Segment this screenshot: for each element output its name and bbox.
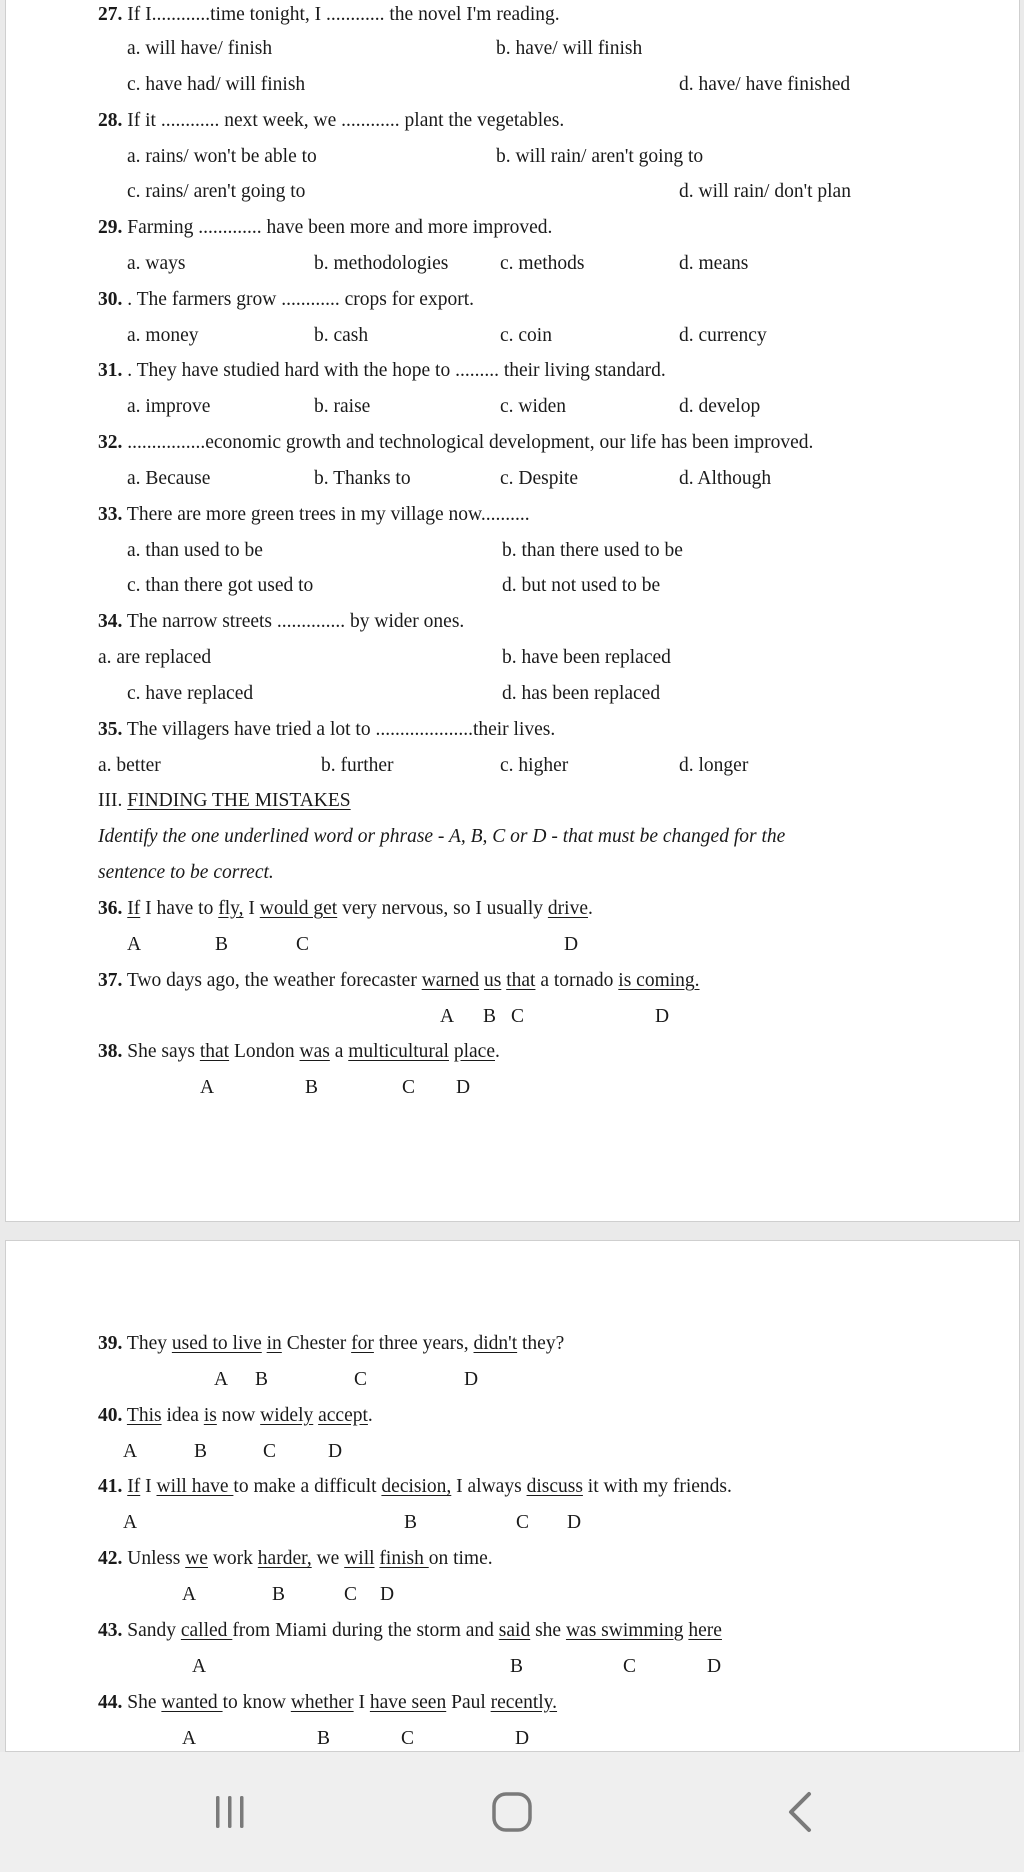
question-number: 34. [98,611,123,632]
question-29 [98,216,552,240]
question-30 [98,288,474,312]
question-number: 43. [98,1620,123,1641]
option-a: a. will have/ finish [127,38,273,59]
letter-c: C [344,1584,358,1605]
option-c: c. widen [500,396,567,417]
letter-a: A [127,934,142,955]
letter-c: C [263,1441,277,1462]
question-27 [98,3,560,27]
option-c: c. Despite [500,468,578,489]
question-stem: The narrow streets .............. by wider ones. [126,611,465,632]
question-number: 33. [98,504,123,525]
letter-d: D [380,1584,395,1605]
option-c: c. than there got used to [127,575,314,596]
option-c: c. have had/ will finish [127,74,306,95]
letter-c: C [296,934,310,955]
letter-d: D [464,1369,479,1390]
question-stem: The villagers have tried a lot to ....................their lives. [126,719,556,740]
option-d: d. has been replaced [502,683,661,704]
letter-c: C [401,1728,415,1749]
letter-b: B [317,1728,331,1749]
recent-apps-icon [208,1792,252,1832]
letter-d: D [515,1728,530,1749]
question-number: 31. [98,360,123,381]
letter-a: A [123,1512,138,1533]
option-b: b. Thanks to [314,468,411,489]
back-icon [785,1790,815,1834]
option-c: c. coin [500,325,552,346]
letter-d: D [567,1512,582,1533]
question-number: 28. [98,110,123,131]
option-b: b. methodologies [314,253,449,274]
question-44: 44. She wanted to know whether I have seen Paul recently. [98,1692,558,1713]
option-a: a. improve [127,396,211,417]
question-number: 44. [98,1692,123,1713]
question-number: 32. [98,432,123,453]
option-b: b. cash [314,325,369,346]
question-stem: ................economic growth and technological development, our life has been improved. [127,432,814,453]
option-c: c. higher [500,755,569,776]
option-a: a. than used to be [127,540,263,561]
question-35 [98,718,555,742]
letter-b: B [305,1077,319,1098]
section-title: FINDING THE MISTAKES [127,790,351,811]
instructions-line-2: sentence to be correct. [98,862,274,883]
question-34 [98,610,464,634]
question-28 [98,109,564,133]
letter-b: B [272,1584,286,1605]
question-stem: . The farmers grow ............ crops for export. [127,289,475,310]
option-b: b. further [321,755,394,776]
letter-d: D [707,1656,722,1677]
question-38: 38. She says that London was a multicultural place. [98,1041,500,1062]
option-a: a. ways [127,253,186,274]
option-c: c. rains/ aren't going to [127,181,306,202]
letter-c: C [354,1369,368,1390]
letter-b: B [194,1441,208,1462]
question-37: 37. Two days ago, the weather forecaster warned us that a tornado is coming. [98,970,700,991]
document-page-2 [5,1240,1020,1752]
option-b: b. will rain/ aren't going to [496,146,704,167]
question-33 [98,503,530,527]
question-39: 39. They used to live in Chester for three years, didn't they? [98,1333,565,1354]
question-number: 35. [98,719,123,740]
question-number: 40. [98,1405,123,1426]
option-c: c. have replaced [127,683,254,704]
option-d: d. currency [679,325,767,346]
option-c: c. methods [500,253,585,274]
letter-d: D [328,1441,343,1462]
option-a: a. Because [127,468,211,489]
letter-a: A [440,1006,455,1027]
letter-a: A [214,1369,229,1390]
question-32 [98,431,813,455]
question-number: 38. [98,1041,123,1062]
home-icon [490,1790,534,1834]
option-d: d. develop [679,396,761,417]
question-number: 42. [98,1548,123,1569]
question-number: 30. [98,289,123,310]
option-b: b. than there used to be [502,540,683,561]
question-stem: If I............time tonight, I ............ the novel I'm reading. [127,4,560,25]
question-stem: . They have studied hard with the hope to ......... their living standard. [127,360,666,381]
instructions-line-1: Identify the one underlined word or phrase - A, B, C or D - that must be changed for the [98,826,786,847]
letter-d: D [456,1077,471,1098]
question-41: 41. If I will have to make a difficult decision, I always discuss it with my friends. [98,1476,732,1497]
question-stem: Farming ............. have been more and more improved. [127,217,553,238]
option-d: d. means [679,253,749,274]
option-d: d. will rain/ don't plan [679,181,851,202]
question-number: 29. [98,217,123,238]
question-stem: If it ............ next week, we ............ plant the vegetables. [127,110,565,131]
option-d: d. Although [679,468,772,489]
home-button[interactable] [462,1752,562,1872]
option-b: b. have been replaced [502,647,671,668]
letter-a: A [182,1728,197,1749]
letter-b: B [404,1512,418,1533]
letter-b: B [483,1006,497,1027]
letter-b: B [510,1656,524,1677]
option-a: a. rains/ won't be able to [127,146,317,167]
option-b: b. have/ will finish [496,38,643,59]
letter-c: C [623,1656,637,1677]
letter-a: A [182,1584,197,1605]
question-36: 36. If I have to fly, I would get very nervous, so I usually drive. [98,898,593,919]
letter-d: D [655,1006,670,1027]
question-stem: There are more green trees in my village now.......... [126,504,530,525]
option-d: d. longer [679,755,749,776]
letter-b: B [215,934,229,955]
letter-c: C [511,1006,525,1027]
question-number: 37. [98,970,123,991]
question-42: 42. Unless we work harder, we will finish on time. [98,1548,493,1569]
option-d: d. but not used to be [502,575,661,596]
section-heading: III. FINDING THE MISTAKES [98,790,351,811]
option-b: b. raise [314,396,371,417]
question-number: 27. [98,4,123,25]
option-a: a. better [98,755,161,776]
question-number: 39. [98,1333,123,1354]
question-number: 41. [98,1476,123,1497]
letter-a: A [192,1656,207,1677]
android-navigation-bar [0,1752,1024,1872]
question-43: 43. Sandy called from Miami during the storm and said she was swimming here [98,1620,722,1641]
question-40: 40. This idea is now widely accept. [98,1405,373,1426]
option-a: a. are replaced [98,647,212,668]
option-a: a. money [127,325,199,346]
document-page-1 [5,0,1020,1222]
question-number: 36. [98,898,123,919]
letter-a: A [123,1441,138,1462]
recent-apps-button[interactable] [180,1752,280,1872]
back-button[interactable] [750,1752,850,1872]
letter-c: C [402,1077,416,1098]
letter-a: A [200,1077,215,1098]
letter-c: C [516,1512,530,1533]
letter-d: D [564,934,579,955]
option-d: d. have/ have finished [679,74,851,95]
question-31 [98,359,666,383]
letter-b: B [255,1369,269,1390]
